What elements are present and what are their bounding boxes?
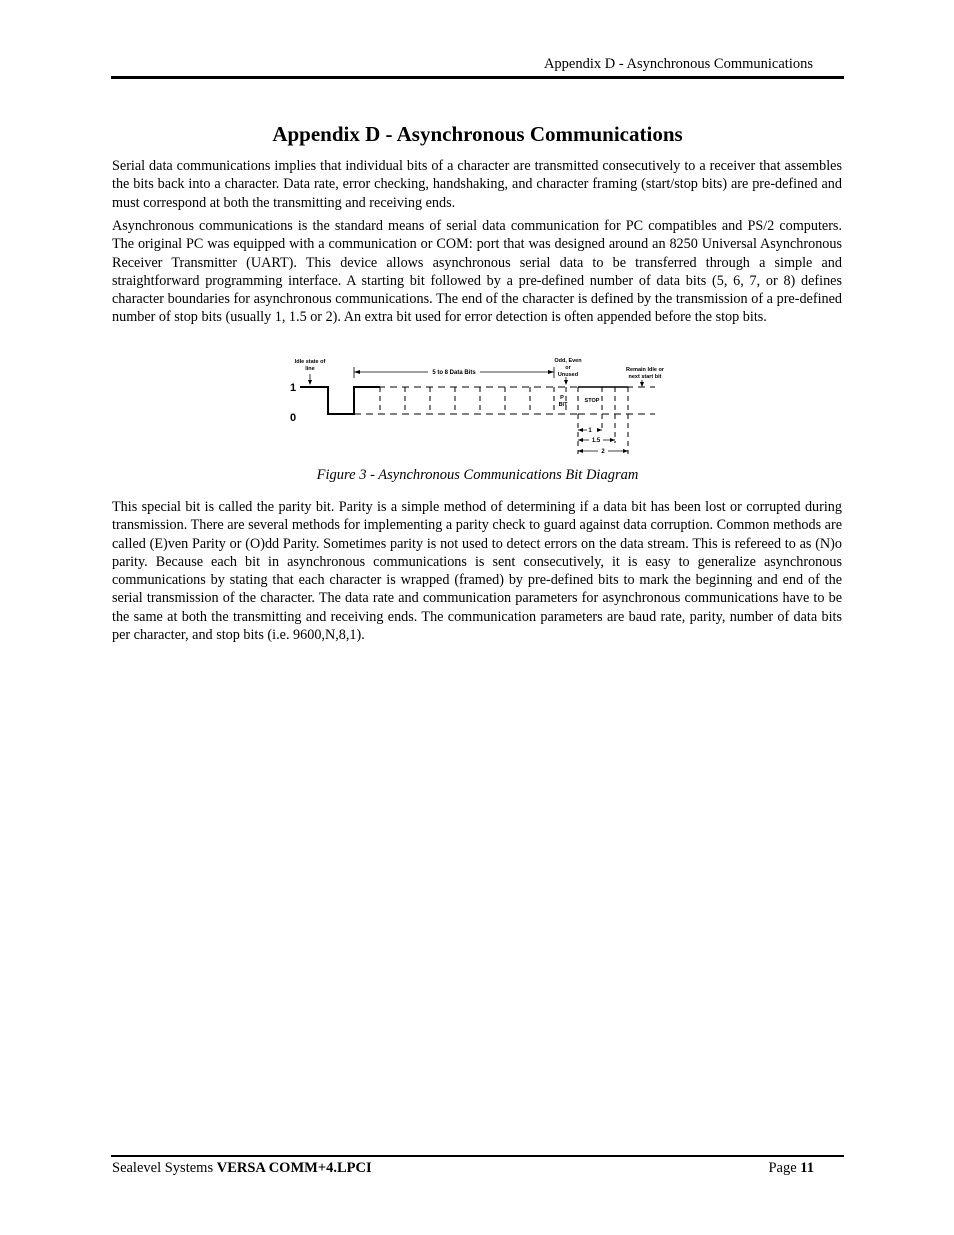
idle-label-line1: Idle state of <box>294 359 326 365</box>
idle-label-line2: line <box>305 366 315 372</box>
remain-label-line2: next start bit <box>628 374 662 380</box>
footer-rule <box>111 1155 844 1157</box>
stop-1-label: 1 <box>588 428 592 434</box>
figure-caption: Figure 3 - Asynchronous Communications Bit Diagram <box>316 467 639 483</box>
p-bit-label-line2: BIT <box>558 402 568 408</box>
parity-label-line1: Odd, Even <box>554 358 582 364</box>
stop-2-label: 2 <box>601 449 605 455</box>
p-bit-label-line1: P <box>560 395 564 401</box>
parity-label-line2: or <box>565 365 571 371</box>
stop-label: STOP <box>584 398 600 404</box>
level-low-label: 0 <box>290 412 297 424</box>
footer-page-label: Page <box>768 1160 797 1176</box>
footer-page-number: 11 <box>800 1160 814 1176</box>
paragraph-serial-data: Serial data communications implies that individual bits of a character are transmitted consecutively to a receiver that assembles the bits back into a character. Data rate, error checking, handshaking, and character framing (start/stop bits) are pre-defined and must correspond at both the transmitting and receiving ends. <box>112 158 842 211</box>
footer-left <box>112 1160 372 1177</box>
footer-page <box>768 1160 814 1177</box>
page-title: Appendix D - Asynchronous Communications <box>272 122 683 146</box>
paragraph-parity: This special bit is called the parity bit. Parity is a simple method of determining if a data bit has been lost or corrupted during transmission. There are several methods for implementing a parity check to guard against data corruption. Common methods are called (E)ven Parity or (O)dd Parity. Sometimes parity is not used to detect errors on the data stream. This is refereed to as (N)o parity. Because each bit in asynchronous communications is sent consecutively, it is easy to generalize asynchronous communications by stating that each character is wrapped (framed) by pre-defined bits to mark the beginning and end of the serial transmission of the character. The data rate and communication parameters for asynchronous communications have to be the same at both the transmitting and receiving ends. The communication parameters are baud rate, parity, number of data bits per character, and stop bits (i.e. 9600,N,8,1). <box>112 499 842 644</box>
data-bits-label: 5 to 8 Data Bits <box>432 370 476 376</box>
header-rule <box>111 76 844 79</box>
paragraph-async-comm: Asynchronous communications is the standard means of serial data communication for PC compatibles and PS/2 computers. The original PC was equipped with a communication or COM: port that was designed around an 8250 Universal Asynchronous Receiver Transmitter (UART). This device allows asynchronous serial data to be transferred through a simple and straightforward programming interface. A starting bit followed by a pre-defined number of data bits (5, 6, 7, or 8) defines character boundaries for asynchronous communications. The end of the character is defined by the transmission of a pre-defined number of stop bits (usually 1, 1.5 or 2). An extra bit used for error detection is often appended before the stop bits. <box>112 218 842 326</box>
footer-product: VERSA COMM+4.LPCI <box>216 1160 372 1176</box>
footer-company: Sealevel Systems <box>112 1160 214 1176</box>
level-high-label: 1 <box>290 382 297 394</box>
waveform-line <box>300 387 380 414</box>
parity-label-line3: Unused <box>557 372 579 378</box>
async-bit-diagram <box>280 350 680 462</box>
running-header: Appendix D - Asynchronous Communications <box>543 56 813 72</box>
remain-label-line1: Remain Idle or <box>626 367 664 373</box>
stop-15-label: 1.5 <box>591 438 601 444</box>
